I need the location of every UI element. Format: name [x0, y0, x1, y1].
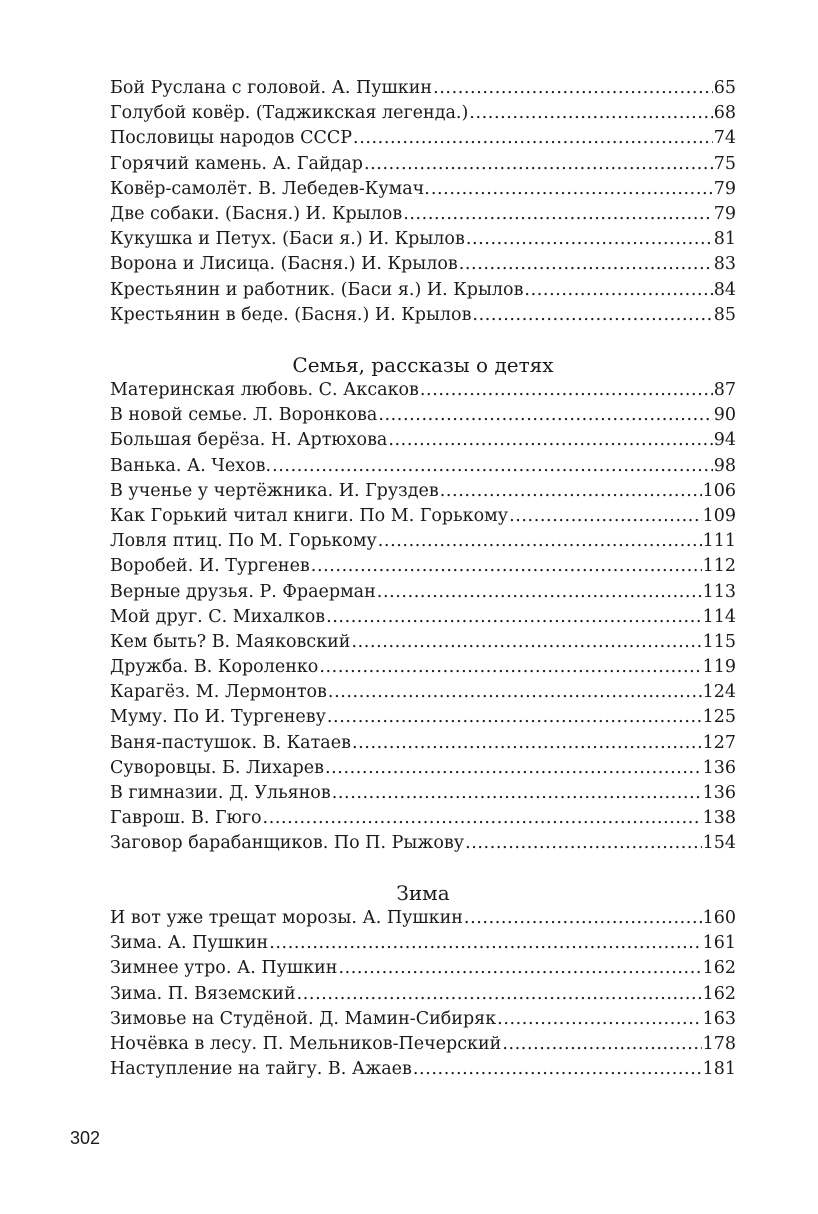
toc-entry-title: Горячий камень. А. Гайдар: [110, 153, 363, 174]
toc-entry-page-number: 94: [713, 430, 736, 451]
toc-entry: [110, 303, 736, 328]
toc-entry-page-number: 85: [713, 304, 736, 325]
toc-entry-page-number: 163: [702, 1008, 736, 1029]
dot-leader: [297, 982, 702, 1007]
toc-entry-page-number: 111: [702, 531, 736, 552]
toc-entry-title: Наступление на тайгу. В. Ажаев: [110, 1059, 412, 1080]
toc-entry-title: Пословицы народов СССР: [110, 128, 353, 149]
toc-entry-title: Верные друзья. Р. Фраерман: [110, 581, 376, 602]
toc-entry-page-number: 160: [702, 908, 736, 928]
toc-entry-page-number: 75: [713, 153, 736, 174]
dot-leader: [325, 756, 702, 781]
toc-entry-title: Ворона и Лисица. (Басня.) И. Крылов: [110, 254, 458, 275]
toc-entry-page-number: 74: [713, 128, 736, 149]
toc-entry-title: Ваня-пастушок. В. Катаев: [110, 732, 351, 753]
toc-entry-page-number: 127: [702, 732, 736, 753]
toc-entry: [110, 1007, 736, 1032]
dot-leader: [465, 831, 702, 856]
dot-leader: [269, 931, 701, 956]
toc-entry-page-number: 113: [702, 581, 736, 602]
toc-entry-title: Ванька. А. Чехов.: [110, 455, 272, 476]
toc-entry-page-number: 161: [702, 933, 736, 954]
toc-entry-page-number: 68: [713, 103, 736, 124]
page-number: 302: [70, 1128, 101, 1148]
toc-entry-title: Карагёз. М. Лермонтов: [110, 682, 327, 703]
toc-entry: [110, 781, 736, 806]
toc-entry-title: В гимназии. Д. Ульянов: [110, 783, 331, 803]
toc-entry-page-number: 109: [702, 505, 736, 526]
dot-leader: [403, 202, 713, 227]
toc-entry-page-number: 81: [713, 229, 736, 250]
toc-entry-page-number: 162: [702, 958, 736, 979]
section-fables: [110, 76, 736, 328]
dot-leader: [472, 303, 712, 328]
toc-entry-page-number: 90: [713, 405, 736, 426]
toc-entry-title: Зимнее утро. А. Пушкин: [110, 958, 338, 979]
toc-entry-title: В новой семье. Л. Воронкова: [110, 405, 378, 426]
toc-entry: [110, 554, 736, 579]
toc-entry-title: В ученье у чертёжника. И. Груздев: [110, 480, 439, 501]
toc-entry-title: Зимовье на Студёной. Д. Мамин-Сибиряк: [110, 1008, 497, 1029]
dot-leader: [459, 252, 713, 277]
toc-entry-title: Ковёр-самолёт. В. Лебедев-Кумач.: [110, 178, 430, 199]
dot-leader: [351, 630, 701, 655]
toc-entry-title: Ловля птиц. По М. Горькому: [110, 531, 377, 552]
toc-entry: [110, 177, 736, 202]
toc-entry-page-number: 87: [713, 380, 736, 400]
toc-entry-page-number: 136: [702, 757, 736, 778]
dot-leader: [364, 152, 713, 177]
toc-entry-page-number: 178: [702, 1033, 736, 1054]
toc-entry: [110, 630, 736, 655]
toc-entry: [110, 403, 736, 428]
toc-entry: [110, 605, 736, 630]
dot-leader: [272, 454, 713, 479]
toc-entry-title: Зима. П. Вяземский: [110, 983, 296, 1004]
toc-entry: [110, 529, 736, 554]
toc-entry: [110, 906, 736, 931]
toc-entry: [110, 252, 736, 277]
toc-entry-page-number: 125: [702, 707, 736, 728]
toc-entry-title: Гаврош. В. Гюго: [110, 808, 262, 829]
dot-leader: [509, 504, 702, 529]
toc-entry-page-number: 98: [713, 455, 736, 476]
dot-leader: [502, 1032, 701, 1057]
toc-entry: [110, 504, 736, 529]
toc-entry: [110, 831, 736, 856]
dot-leader: [263, 806, 702, 831]
section-heading: Зима: [396, 881, 450, 905]
toc-entry-page-number: 154: [702, 833, 736, 854]
toc-entry-page-number: 115: [702, 631, 736, 652]
toc-entry-title: Кукушка и Петух. (Баси я.) И. Крылов: [110, 229, 465, 250]
toc-entry-page-number: 162: [702, 983, 736, 1004]
dot-leader: [497, 1007, 701, 1032]
toc-entry: [110, 152, 736, 177]
toc-entry-page-number: 83: [713, 254, 736, 275]
toc-list: [110, 378, 736, 857]
toc-entry: [110, 278, 736, 303]
toc-entry: [110, 655, 736, 680]
dot-leader: [319, 655, 701, 680]
dot-leader: [388, 428, 712, 453]
toc-entry: [110, 454, 736, 479]
toc-entry: [110, 126, 736, 151]
toc-entry-page-number: 136: [702, 783, 736, 803]
toc-entry-page-number: 65: [713, 78, 736, 98]
toc-entry-page-number: 112: [702, 556, 736, 577]
dot-leader: [431, 177, 713, 202]
toc-entry: [110, 956, 736, 981]
toc-entry-page-number: 79: [713, 203, 736, 224]
toc-entry: [110, 1057, 736, 1082]
toc-entry: [110, 1032, 736, 1057]
dot-leader: [420, 378, 713, 403]
dot-leader: [413, 1057, 702, 1082]
toc-list: [110, 906, 736, 1082]
toc-entry-page-number: 106: [702, 480, 736, 501]
dot-leader: [440, 479, 702, 504]
dot-leader: [524, 278, 712, 303]
toc-entry-page-number: 124: [702, 682, 736, 703]
dot-leader: [377, 580, 702, 605]
toc-entry-title: Большая берёза. Н. Артюхова: [110, 430, 388, 451]
toc-list: [110, 76, 736, 328]
dot-leader: [466, 227, 713, 252]
toc-entry: [110, 982, 736, 1007]
toc-entry-title: Две собаки. (Басня.) И. Крылов: [110, 203, 403, 224]
toc-entry: [110, 806, 736, 831]
toc-entry-title: Воробей. И. Тургенев: [110, 556, 310, 577]
toc-entry-title: Муму. По И. Тургеневу: [110, 707, 326, 728]
dot-leader: [326, 605, 702, 630]
toc-entry-title: Суворовцы. Б. Лихарев: [110, 757, 324, 778]
dot-leader: [327, 705, 702, 730]
dot-leader: [469, 101, 712, 126]
toc-entry: [110, 428, 736, 453]
toc-entry-title: Бой Руслана с головой. А. Пушкин: [110, 78, 433, 98]
toc-entry-title: Крестьянин в беде. (Басня.) И. Крылов: [110, 304, 472, 325]
toc-entry: [110, 680, 736, 705]
dot-leader: [433, 76, 713, 101]
dot-leader: [338, 956, 701, 981]
toc-entry: [110, 227, 736, 252]
dot-leader: [378, 403, 712, 428]
toc-entry: [110, 378, 736, 403]
toc-entry-page-number: 79: [713, 178, 736, 199]
dot-leader: [378, 529, 702, 554]
toc-entry-page-number: 84: [713, 279, 736, 300]
toc-entry-title: Заговор барабанщиков. По П. Рыжову: [110, 833, 465, 854]
toc-entry: [110, 101, 736, 126]
toc-entry-title: Кем быть? В. Маяковский: [110, 631, 351, 652]
toc-entry: [110, 731, 736, 756]
dot-leader: [332, 781, 702, 806]
section-winter: [110, 880, 736, 1082]
toc-entry-title: Материнская любовь. С. Аксаков: [110, 380, 419, 400]
dot-leader: [352, 731, 702, 756]
toc-entry-page-number: 181: [702, 1059, 736, 1080]
dot-leader: [311, 554, 702, 579]
toc-entry-title: Голубой ковёр. (Таджикская легенда.): [110, 103, 469, 124]
toc-entry-page-number: 119: [702, 657, 736, 678]
toc-entry-title: И вот уже трещат морозы. А. Пушкин: [110, 908, 463, 928]
dot-leader: [464, 906, 702, 931]
toc-entry-title: Как Горький читал книги. По М. Горькому: [110, 505, 509, 526]
toc-entry: [110, 756, 736, 781]
toc-entry: [110, 580, 736, 605]
toc-entry: [110, 76, 736, 101]
toc-entry: [110, 202, 736, 227]
toc-entry-page-number: 138: [702, 808, 736, 829]
toc-entry: [110, 705, 736, 730]
section-family-stories: [110, 352, 736, 857]
dot-leader: [328, 680, 702, 705]
toc-entry-title: Ночёвка в лесу. П. Мельников-Печерский: [110, 1033, 502, 1054]
toc-entry-title: Дружба. В. Короленко: [110, 657, 319, 678]
dot-leader: [353, 126, 713, 151]
toc-entry-title: Крестьянин и работник. (Баси я.) И. Крылов: [110, 279, 524, 300]
toc-entry-title: Мой друг. С. Михалков: [110, 606, 326, 627]
toc-entry-title: Зима. А. Пушкин: [110, 933, 269, 954]
section-heading: Семья, рассказы о детях: [292, 353, 554, 377]
toc-entry: [110, 479, 736, 504]
toc-entry-page-number: 114: [702, 606, 736, 627]
toc-entry: [110, 931, 736, 956]
